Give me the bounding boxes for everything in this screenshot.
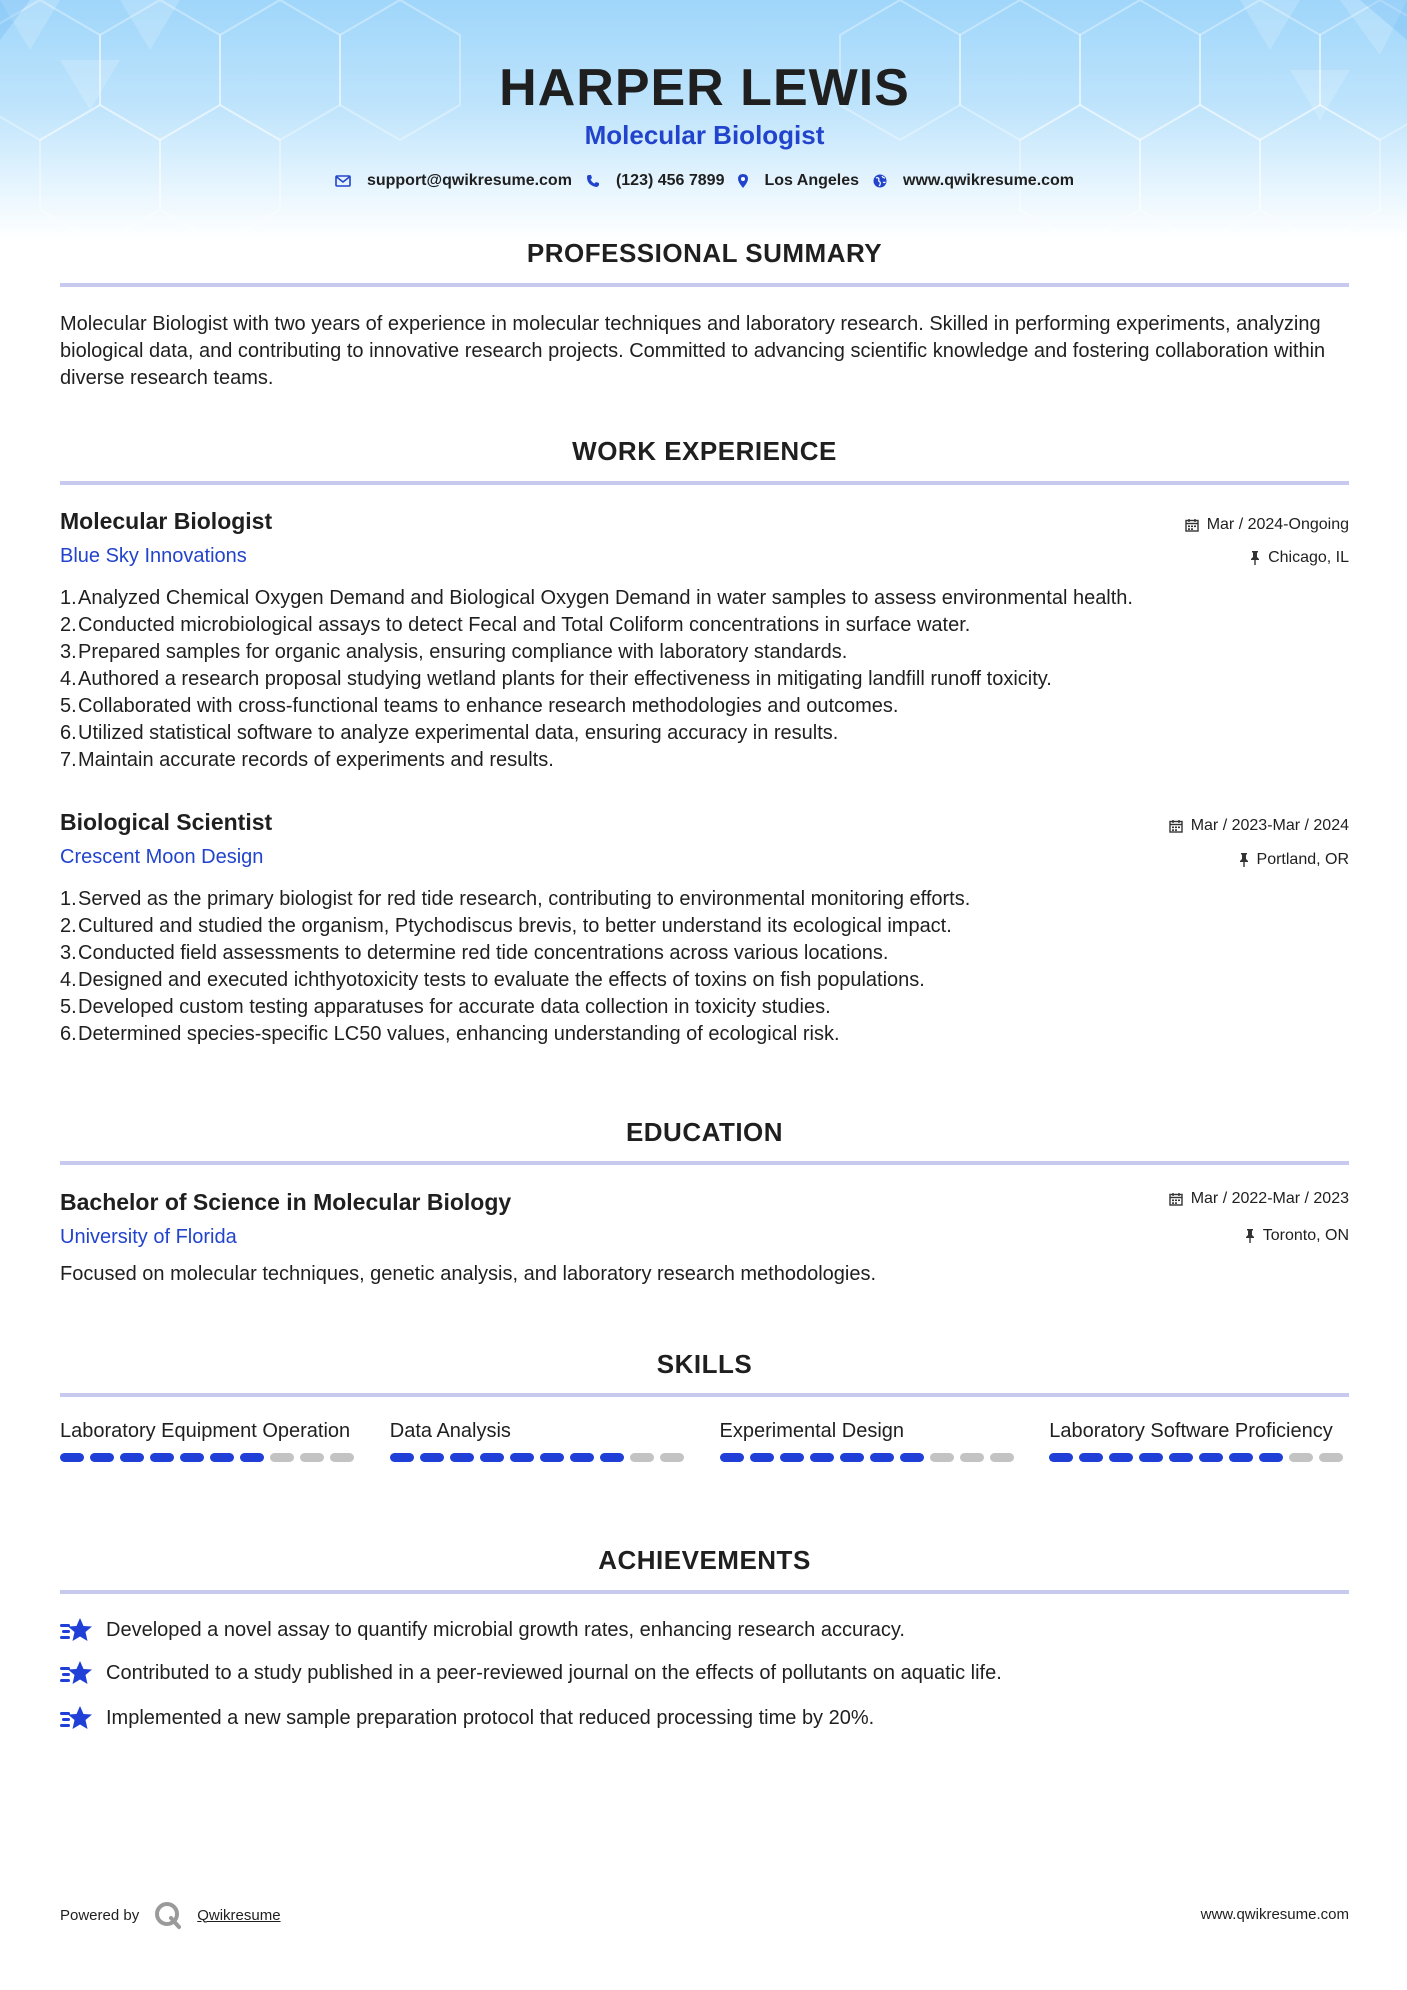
list-item: 3. Prepared samples for organic analysis, ensuring compliance with laboratory standards. (60, 641, 848, 663)
contact-phone[interactable] (586, 172, 725, 190)
list-item: 4. Designed and executed ichthyotoxicity tests to evaluate the effects of toxins on fish populations. (60, 969, 925, 991)
skill-segment-filled (840, 1453, 864, 1462)
job-2-dates-text: Mar / 2023-Mar / 2024 (1190, 817, 1349, 834)
skill-segment-filled (90, 1453, 114, 1462)
summary-heading: PROFESSIONAL SUMMARY (526, 238, 883, 268)
calendar-icon (1169, 819, 1183, 833)
skill-segment-filled (180, 1453, 204, 1462)
job-1-bullets (60, 585, 1349, 774)
skill-segment-filled (570, 1453, 594, 1462)
skill-segment-filled (420, 1453, 444, 1462)
experience-divider (60, 481, 1349, 485)
list-item: 3. Conducted field assessments to determine red tide concentrations across various locations. (60, 942, 889, 964)
achievement-item (60, 1659, 1002, 1687)
skill-name: Data Analysis (389, 1420, 511, 1442)
job-1-dates (1185, 516, 1349, 534)
skill-segment-filled (120, 1453, 144, 1462)
skill-level-bar (390, 1453, 690, 1462)
skill-segment-filled (60, 1453, 84, 1462)
job-1-dates-text: Mar / 2024-Ongoing (1206, 516, 1349, 533)
skill-segment-filled (1199, 1453, 1223, 1462)
education-heading: EDUCATION (625, 1117, 784, 1147)
skill-segment-empty (630, 1453, 654, 1462)
candidate-name: HARPER LEWIS (499, 59, 910, 117)
skill-segment-filled (780, 1453, 804, 1462)
skill-segment-filled (1109, 1453, 1133, 1462)
summary-divider (60, 283, 1349, 287)
list-item: 2. Cultured and studied the organism, Ptychodiscus brevis, to better understand its ecological impact. (60, 915, 952, 937)
experience-heading: WORK EXPERIENCE (572, 436, 837, 466)
education-description: Focused on molecular techniques, genetic analysis, and laboratory research methodologies. (60, 1263, 877, 1285)
skill-segment-filled (390, 1453, 414, 1462)
skill-segment-filled (450, 1453, 474, 1462)
skill-segment-filled (510, 1453, 534, 1462)
contact-location (738, 172, 859, 190)
skill-segment-empty (1289, 1453, 1313, 1462)
list-item: 4. Authored a research proposal studying wetland plants for their effectiveness in mitigating landfill runoff toxicity. (60, 668, 1052, 690)
education-school: University of Florida (60, 1226, 237, 1248)
skill-segment-empty (300, 1453, 324, 1462)
qwikresume-logo-icon (153, 1900, 183, 1930)
skill-name: Laboratory Equipment Operation (60, 1420, 351, 1442)
list-item: 6. Utilized statistical software to analyze experimental data, ensuring accuracy in results. (60, 722, 839, 744)
education-dates-text: Mar / 2022-Mar / 2023 (1190, 1190, 1349, 1207)
achievement-item (60, 1704, 874, 1732)
achievement-text: Implemented a new sample preparation protocol that reduced processing time by 20%. (106, 1706, 875, 1729)
pushpin-icon (1250, 551, 1260, 565)
skill-segment-empty (330, 1453, 354, 1462)
achievements-divider (60, 1590, 1349, 1594)
skill-segment-filled (900, 1453, 924, 1462)
job-1-company: Blue Sky Innovations (60, 545, 247, 567)
job-2-title: Biological Scientist (60, 809, 273, 835)
pushpin-icon (1239, 853, 1249, 867)
job-1-location (1250, 549, 1349, 567)
education-location-text: Toronto, ON (1262, 1227, 1349, 1244)
footer-powered-by (60, 1900, 281, 1930)
list-item: 5. Collaborated with cross-functional teams to enhance research methodologies and outcomes. (60, 695, 899, 717)
skill-name: Experimental Design (719, 1420, 905, 1442)
location-text: Los Angeles (764, 172, 860, 189)
job-2-company: Crescent Moon Design (60, 846, 264, 868)
phone-text: (123) 456 7899 (615, 172, 725, 189)
list-item: 7. Maintain accurate records of experiments and results. (60, 749, 554, 771)
website-text: www.qwikresume.com (903, 172, 1075, 189)
contact-bar (60, 172, 1349, 190)
contact-email[interactable] (335, 172, 572, 190)
achievement-item (60, 1616, 905, 1644)
star-icon (60, 1616, 92, 1644)
skill-segment-filled (870, 1453, 894, 1462)
skill-segment-filled (210, 1453, 234, 1462)
skill-segment-filled (1079, 1453, 1103, 1462)
skill-segment-filled (750, 1453, 774, 1462)
skill-segment-filled (240, 1453, 264, 1462)
education-location (1245, 1227, 1349, 1245)
skills-heading: SKILLS (656, 1349, 753, 1379)
skill-segment-filled (720, 1453, 744, 1462)
skill-segment-empty (990, 1453, 1014, 1462)
skill-item (60, 1418, 360, 1462)
envelope-icon (335, 175, 351, 187)
skill-segment-empty (930, 1453, 954, 1462)
list-item: 1. Served as the primary biologist for red tide research, contributing to environmental monitoring efforts. (60, 888, 971, 910)
globe-icon (873, 174, 887, 188)
achievement-text: Contributed to a study published in a peer-reviewed journal on the effects of pollutants on aquatic life. (106, 1661, 1002, 1684)
skills-list (60, 1418, 1349, 1462)
job-2-location-text: Portland, OR (1256, 851, 1349, 868)
skills-divider (60, 1393, 1349, 1397)
skill-segment-filled (600, 1453, 624, 1462)
pushpin-icon (1245, 1229, 1255, 1243)
list-item: 5. Developed custom testing apparatuses for accurate data collection in toxicity studies. (60, 996, 831, 1018)
skill-segment-empty (270, 1453, 294, 1462)
list-item: 2. Conducted microbiological assays to detect Fecal and Total Coliform concentrations in surface water. (60, 614, 971, 636)
list-item: 1. Analyzed Chemical Oxygen Demand and Biological Oxygen Demand in water samples to assess environmental health. (60, 587, 1133, 609)
candidate-title: Molecular Biologist (584, 120, 825, 150)
email-text: support@qwikresume.com (366, 172, 572, 189)
skill-segment-filled (1169, 1453, 1193, 1462)
map-pin-icon (738, 174, 748, 188)
skill-item (720, 1418, 1020, 1462)
skill-segment-empty (960, 1453, 984, 1462)
skill-segment-filled (1259, 1453, 1283, 1462)
job-1-title: Molecular Biologist (60, 508, 273, 534)
skill-item (390, 1418, 690, 1462)
education-dates (1169, 1190, 1349, 1208)
skill-level-bar (60, 1453, 360, 1462)
skill-segment-empty (660, 1453, 684, 1462)
skill-segment-empty (1319, 1453, 1343, 1462)
star-icon (60, 1659, 92, 1687)
skill-segment-filled (1049, 1453, 1073, 1462)
contact-website[interactable] (873, 172, 1074, 190)
brand-link[interactable]: Qwikresume (197, 1906, 281, 1924)
skill-name: Laboratory Software Proficiency (1049, 1420, 1333, 1442)
skill-segment-filled (1139, 1453, 1163, 1462)
list-item: 6. Determined species-specific LC50 values, enhancing understanding of ecological risk. (60, 1023, 840, 1045)
calendar-icon (1169, 1192, 1183, 1206)
education-divider (60, 1161, 1349, 1165)
star-icon (60, 1704, 92, 1732)
achievements-heading: ACHIEVEMENTS (598, 1545, 811, 1575)
footer-website[interactable]: www.qwikresume.com (1200, 1906, 1349, 1923)
calendar-icon (1185, 518, 1199, 532)
skill-segment-filled (540, 1453, 564, 1462)
phone-icon (586, 174, 600, 188)
job-2-location (1239, 851, 1349, 869)
powered-by-label: Powered by (60, 1906, 140, 1924)
summary-text: Molecular Biologist with two years of experience in molecular techniques and laboratory research. Skilled in performing experiments, analyzing biological data, and contributing to innovative research projects. Committed to advancing scientific knowledge and fostering collaboration within diverse research teams. (60, 313, 1326, 389)
education-degree: Bachelor of Science in Molecular Biology (60, 1189, 512, 1215)
job-2-dates (1169, 817, 1349, 835)
skill-segment-filled (810, 1453, 834, 1462)
job-2-bullets (60, 886, 1349, 1048)
skill-level-bar (1049, 1453, 1349, 1462)
skill-level-bar (720, 1453, 1020, 1462)
skill-segment-filled (1229, 1453, 1253, 1462)
skill-segment-filled (150, 1453, 174, 1462)
achievement-text: Developed a novel assay to quantify microbial growth rates, enhancing research accuracy. (106, 1618, 905, 1641)
skill-segment-filled (480, 1453, 504, 1462)
skill-item (1049, 1418, 1349, 1462)
job-1-location-text: Chicago, IL (1268, 549, 1349, 566)
